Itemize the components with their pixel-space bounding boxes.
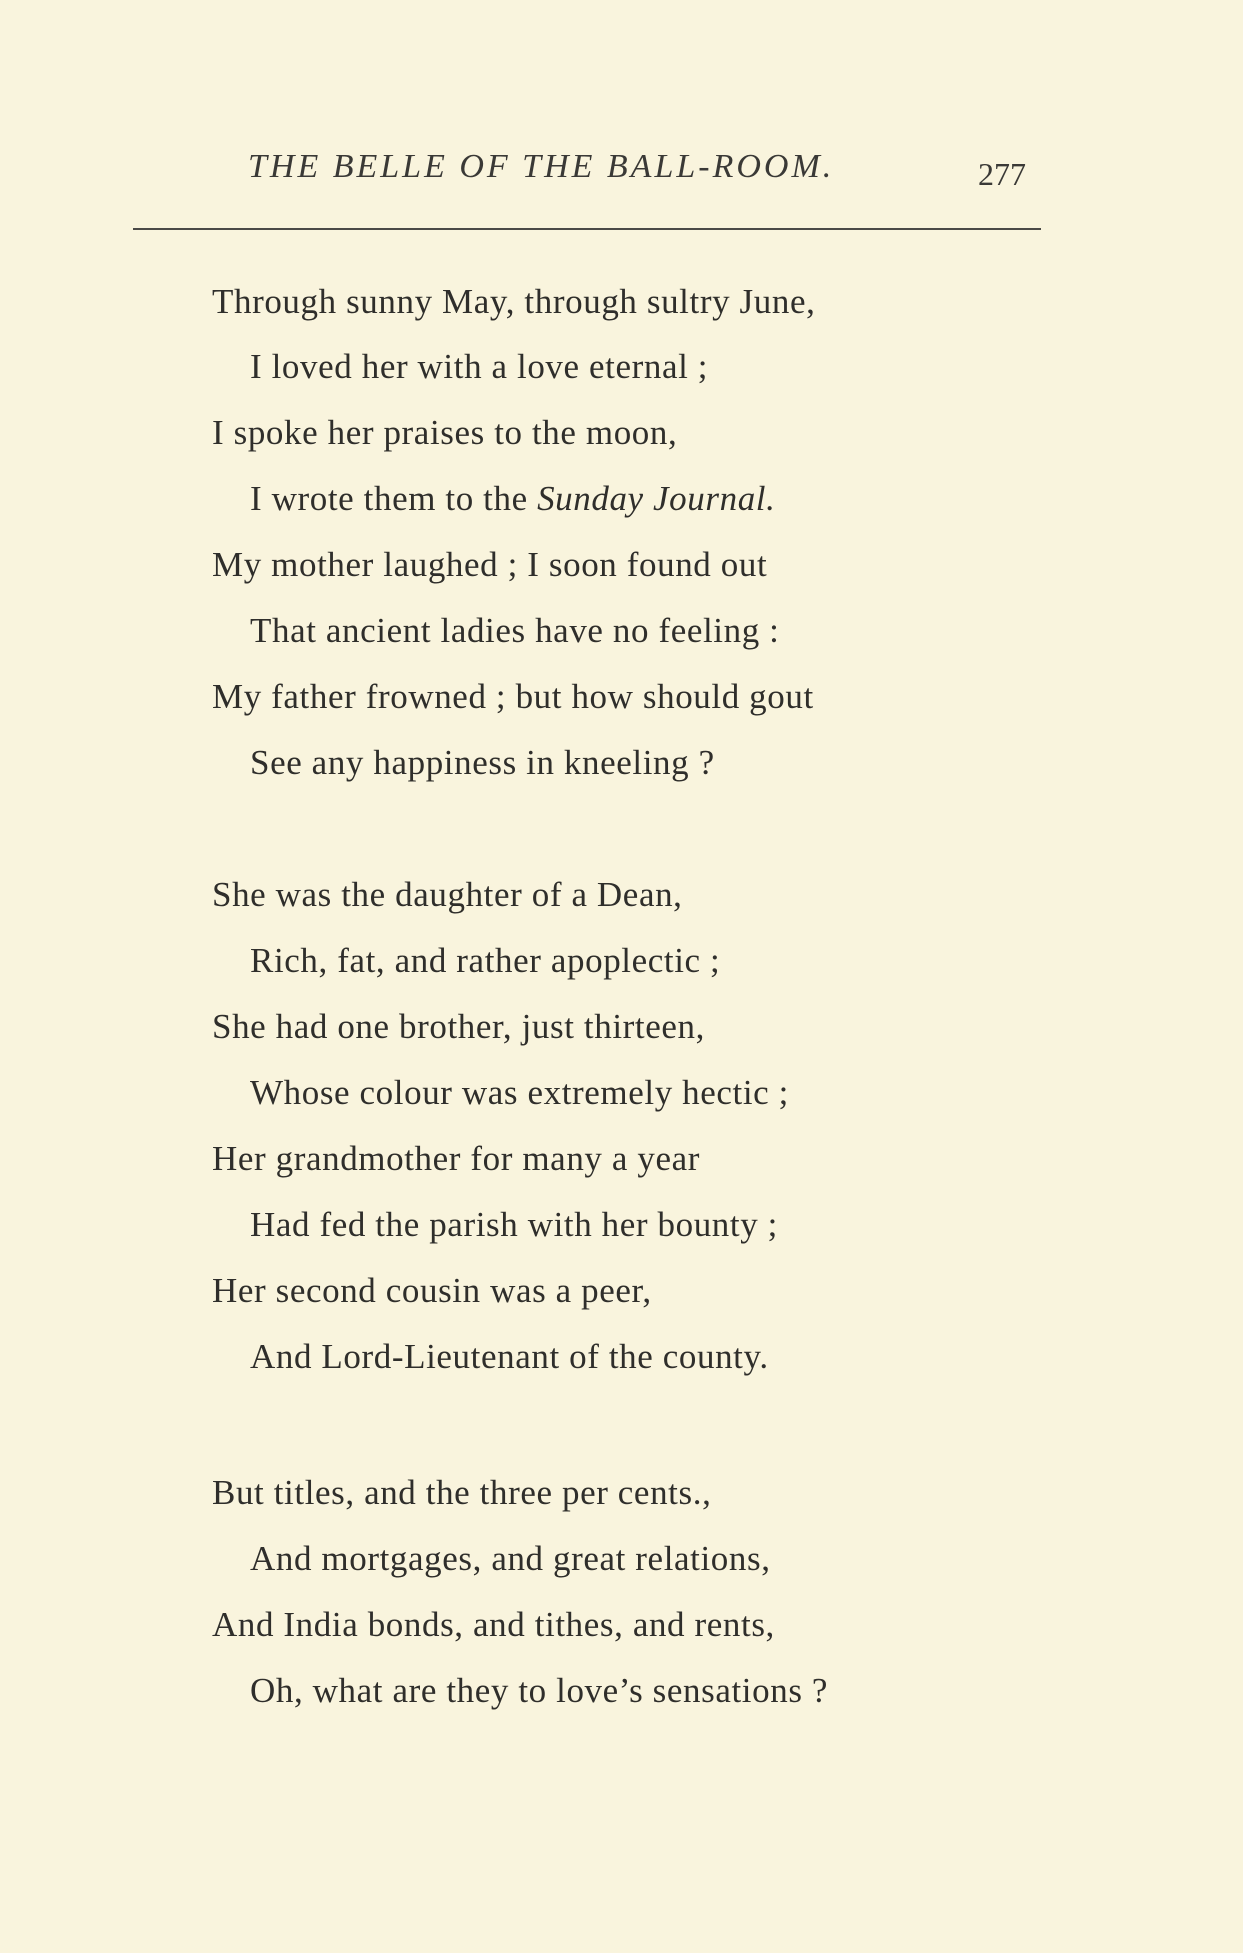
poem-line: But titles, and the three per cents., [212,1473,712,1512]
poem-line: See any happiness in kneeling ? [250,743,715,782]
page-number: 277 [978,156,1026,192]
poem-line-text: I wrote them to the [250,479,538,518]
poem-line: Her second cousin was a peer, [212,1271,652,1310]
poem-line: And Lord-Lieutenant of the county. [250,1337,769,1376]
poem-line: Had fed the parish with her bounty ; [250,1205,779,1244]
poem-line: She had one brother, just thirteen, [212,1007,705,1046]
header-rule [133,228,1041,230]
poem-line: That ancient ladies have no feeling : [250,611,780,650]
poem-line: And India bonds, and tithes, and rents, [212,1605,775,1644]
poem-line: Whose colour was extremely hectic ; [250,1073,789,1112]
poem-line: My mother laughed ; I soon found out [212,545,768,584]
journal-title: Sunday Journal. [537,479,776,518]
poem-line: Oh, what are they to love’s sensations ? [250,1671,829,1710]
poem-line: Through sunny May, through sultry June, [212,282,816,321]
poem-line: Her grandmother for many a year [212,1139,700,1178]
running-title: THE BELLE OF THE BALL-ROOM. [248,148,835,185]
poem-line: I spoke her praises to the moon, [212,413,678,452]
poem-line: I loved her with a love eternal ; [250,347,709,386]
poem-line: And mortgages, and great relations, [250,1539,771,1578]
poem-line: Rich, fat, and rather apoplectic ; [250,941,721,980]
poem-line [250,479,775,519]
poem-line: My father frowned ; but how should gout [212,677,814,716]
poem-line: She was the daughter of a Dean, [212,875,683,914]
